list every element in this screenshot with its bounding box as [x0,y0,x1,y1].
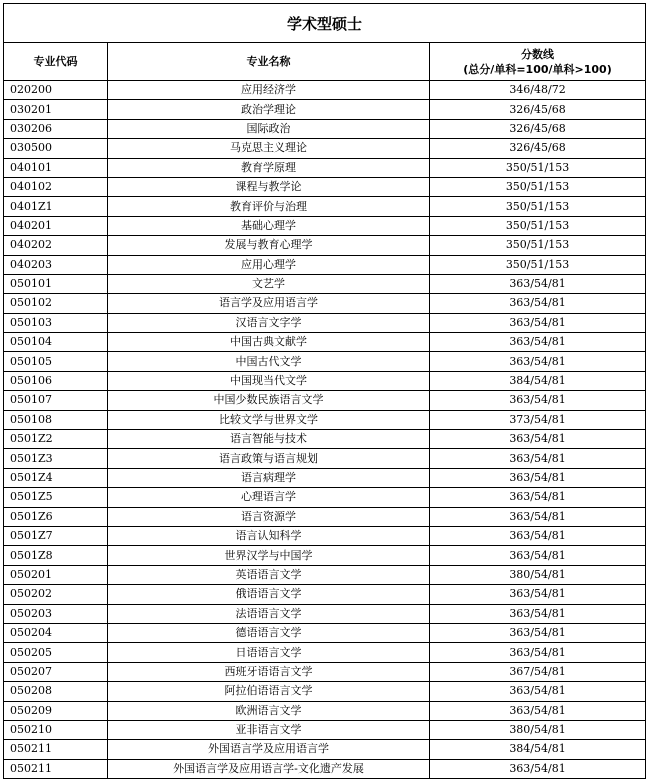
cell-name: 德语语言文学 [108,623,430,642]
cell-name: 语言学及应用语言学 [108,294,430,313]
cell-name: 发展与教育心理学 [108,236,430,255]
table-row [4,371,646,390]
cell-name: 中国古代文学 [108,352,430,371]
cell-code: 020200 [4,81,108,100]
cell-code: 050102 [4,294,108,313]
cell-score: 350/51/153 [430,177,646,196]
cell-score: 367/54/81 [430,662,646,681]
table-row [4,507,646,526]
cell-score: 326/45/68 [430,119,646,138]
cell-code: 030201 [4,100,108,119]
cell-score: 363/54/81 [430,604,646,623]
table-title: 学术型硕士 [4,4,646,43]
header-score-label: 分数线 [521,47,555,61]
cell-score: 363/54/81 [430,507,646,526]
cell-name: 马克思主义理论 [108,139,430,158]
cell-name: 应用经济学 [108,81,430,100]
table-row [4,526,646,545]
table-row [4,546,646,565]
cell-score: 350/51/153 [430,236,646,255]
cell-name: 基础心理学 [108,216,430,235]
cell-name: 语言智能与技术 [108,430,430,449]
cell-score: 363/54/81 [430,701,646,720]
cell-code: 040203 [4,255,108,274]
cell-name: 语言政策与语言规划 [108,449,430,468]
cell-score: 380/54/81 [430,565,646,584]
cell-code: 040102 [4,177,108,196]
table-row [4,449,646,468]
cell-score: 363/54/81 [430,546,646,565]
cell-score: 384/54/81 [430,371,646,390]
table-row [4,197,646,216]
cell-score: 363/54/81 [430,643,646,662]
cell-code: 050106 [4,371,108,390]
cell-code: 0501Z3 [4,449,108,468]
cell-code: 050103 [4,313,108,332]
cell-name: 俄语语言文学 [108,585,430,604]
table-row [4,468,646,487]
cell-code: 0501Z4 [4,468,108,487]
table-row [4,585,646,604]
cell-score: 363/54/81 [430,759,646,778]
table-row [4,430,646,449]
table-row [4,274,646,293]
cell-code: 050210 [4,720,108,739]
table-row [4,100,646,119]
cell-code: 0501Z6 [4,507,108,526]
table-row [4,313,646,332]
cell-code: 050104 [4,333,108,352]
cell-name: 阿拉伯语语言文学 [108,682,430,701]
table-row [4,158,646,177]
cell-code: 050207 [4,662,108,681]
cell-score: 363/54/81 [430,449,646,468]
cell-score: 363/54/81 [430,526,646,545]
cell-name: 汉语言文字学 [108,313,430,332]
cell-code: 050209 [4,701,108,720]
score-table-document [3,3,645,779]
header-name: 专业名称 [108,43,430,81]
table-row [4,177,646,196]
table-body [4,81,646,779]
cell-code: 0501Z5 [4,488,108,507]
cell-code: 0501Z2 [4,430,108,449]
header-code: 专业代码 [4,43,108,81]
cell-code: 040201 [4,216,108,235]
table-row [4,333,646,352]
cell-name: 法语语言文学 [108,604,430,623]
cell-name: 语言病理学 [108,468,430,487]
cell-score: 363/54/81 [430,352,646,371]
cell-code: 050203 [4,604,108,623]
table-row [4,604,646,623]
table-row [4,565,646,584]
cell-score: 326/45/68 [430,100,646,119]
table-row [4,488,646,507]
cell-score: 363/54/81 [430,294,646,313]
cell-name: 文艺学 [108,274,430,293]
cell-score: 350/51/153 [430,197,646,216]
cell-name: 语言资源学 [108,507,430,526]
cell-code: 040101 [4,158,108,177]
cell-score: 363/54/81 [430,333,646,352]
cell-name: 教育评价与治理 [108,197,430,216]
table-row [4,255,646,274]
cell-code: 040202 [4,236,108,255]
cell-score: 363/54/81 [430,274,646,293]
cell-code: 050105 [4,352,108,371]
cell-name: 外国语言学及应用语言学-文化遗产发展 [108,759,430,778]
table-row [4,759,646,778]
cell-score: 363/54/81 [430,585,646,604]
table-row [4,294,646,313]
table-row [4,391,646,410]
cell-code: 050204 [4,623,108,642]
cell-score: 363/54/81 [430,391,646,410]
cell-name: 西班牙语语言文学 [108,662,430,681]
table-row [4,623,646,642]
header-score [430,43,646,81]
table-row [4,139,646,158]
cell-score: 350/51/153 [430,216,646,235]
cell-score: 384/54/81 [430,740,646,759]
table-row [4,81,646,100]
cell-name: 亚非语言文学 [108,720,430,739]
cell-code: 050211 [4,759,108,778]
table-row [4,701,646,720]
cell-code: 050202 [4,585,108,604]
cell-score: 350/51/153 [430,158,646,177]
cell-name: 英语语言文学 [108,565,430,584]
cell-code: 050108 [4,410,108,429]
cell-code: 030500 [4,139,108,158]
cell-code: 050201 [4,565,108,584]
table-row [4,643,646,662]
cell-score: 363/54/81 [430,313,646,332]
cell-score: 363/54/81 [430,430,646,449]
cell-score: 350/51/153 [430,255,646,274]
header-score-note: (总分/单科=100/单科>100) [463,62,612,76]
table-row [4,216,646,235]
cell-code: 0501Z8 [4,546,108,565]
cell-code: 050205 [4,643,108,662]
cell-score: 380/54/81 [430,720,646,739]
cell-score: 326/45/68 [430,139,646,158]
cell-name: 比较文学与世界文学 [108,410,430,429]
table-row [4,236,646,255]
cell-score: 373/54/81 [430,410,646,429]
cell-name: 政治学理论 [108,100,430,119]
cell-name: 中国现当代文学 [108,371,430,390]
table-row [4,119,646,138]
cell-name: 教育学原理 [108,158,430,177]
cell-score: 346/48/72 [430,81,646,100]
table-row [4,720,646,739]
cell-name: 课程与教学论 [108,177,430,196]
cell-name: 世界汉学与中国学 [108,546,430,565]
table-row [4,682,646,701]
cell-score: 363/54/81 [430,682,646,701]
score-table [3,3,646,779]
cell-code: 0401Z1 [4,197,108,216]
cell-code: 050208 [4,682,108,701]
cell-name: 心理语言学 [108,488,430,507]
table-row [4,662,646,681]
cell-score: 363/54/81 [430,468,646,487]
cell-name: 日语语言文学 [108,643,430,662]
table-row [4,740,646,759]
cell-name: 应用心理学 [108,255,430,274]
cell-score: 363/54/81 [430,488,646,507]
cell-code: 030206 [4,119,108,138]
cell-code: 050107 [4,391,108,410]
cell-name: 欧洲语言文学 [108,701,430,720]
table-row [4,410,646,429]
cell-name: 中国少数民族语言文学 [108,391,430,410]
cell-name: 语言认知科学 [108,526,430,545]
table-row [4,352,646,371]
cell-code: 050211 [4,740,108,759]
cell-name: 中国古典文献学 [108,333,430,352]
cell-name: 外国语言学及应用语言学 [108,740,430,759]
cell-score: 363/54/81 [430,623,646,642]
cell-code: 0501Z7 [4,526,108,545]
cell-code: 050101 [4,274,108,293]
cell-name: 国际政治 [108,119,430,138]
